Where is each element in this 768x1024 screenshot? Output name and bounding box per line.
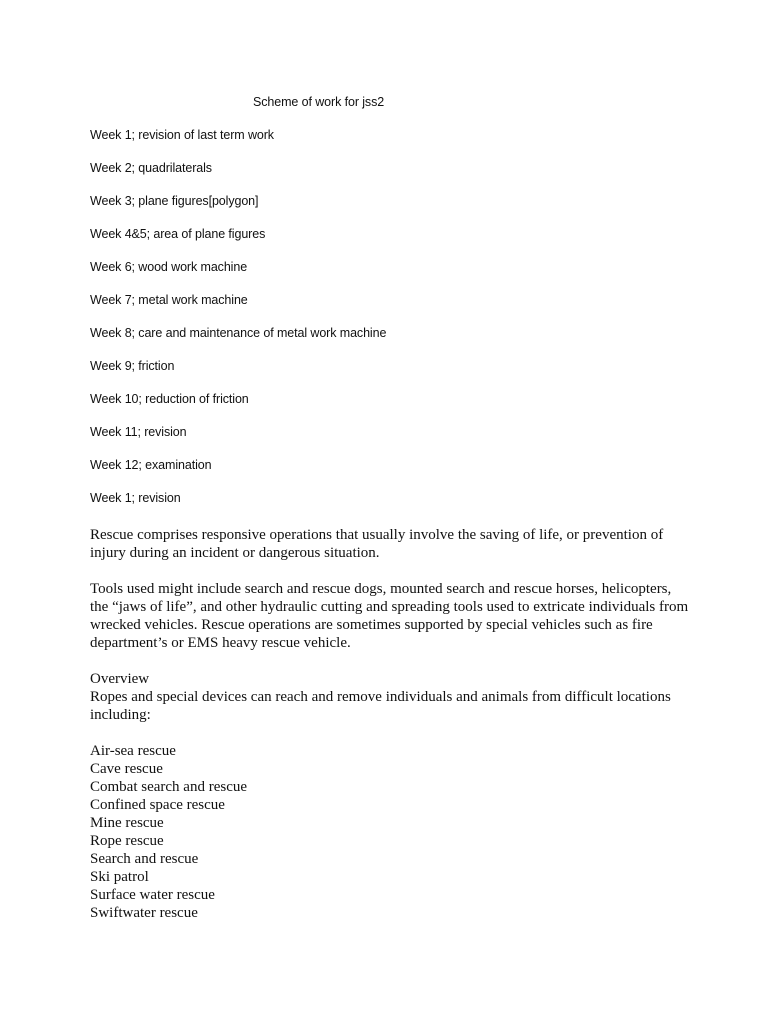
rescue-intro-paragraph: Rescue comprises responsive operations that usually involve the saving of life, or prevention of injury during an incident or dangerous situation.	[90, 527, 664, 561]
week-item: Week 1; revision of last term work	[90, 128, 274, 142]
rescue-type-item: Confined space rescue	[90, 797, 225, 813]
week-item: Week 3; plane figures[polygon]	[90, 194, 259, 208]
document-title: Scheme of work for jss2	[253, 95, 385, 109]
week-item: Week 6; wood work machine	[90, 260, 248, 274]
rescue-type-item: Surface water rescue	[90, 887, 215, 903]
rescue-type-item: Cave rescue	[90, 761, 163, 777]
week-item: Week 9; friction	[90, 359, 175, 373]
rescue-section	[90, 526, 690, 922]
rescue-type-item: Air-sea rescue	[90, 743, 176, 759]
week-item: Week 7; metal work machine	[90, 293, 248, 307]
week-item: Week 2; quadrilaterals	[90, 161, 212, 175]
week-item: Week 4&5; area of plane figures	[90, 227, 266, 241]
rescue-type-item: Swiftwater rescue	[90, 905, 198, 921]
rescue-type-item: Ski patrol	[90, 869, 149, 885]
overview-heading: Overview	[90, 671, 150, 687]
week-item: Week 10; reduction of friction	[90, 392, 249, 406]
tools-paragraph: Tools used might include search and rescue dogs, mounted search and rescue horses, helicopters, the “jaws of life”, and other hydraulic cutting and spreading tools used to extricate individuals from wrecked vehicles. Rescue operations are sometimes supported by special vehicles such as fire department’s or EMS heavy rescue vehicle.	[90, 581, 689, 651]
rescue-type-list	[90, 742, 690, 922]
rescue-type-item: Rope rescue	[90, 833, 164, 849]
overview-paragraph: Ropes and special devices can reach and remove individuals and animals from difficult locations including:	[90, 689, 671, 723]
week-item: Week 8; care and maintenance of metal work machine	[90, 326, 387, 340]
week-item: Week 12; examination	[90, 458, 212, 472]
rescue-type-item: Search and rescue	[90, 851, 199, 867]
week-item: Week 1; revision	[90, 491, 181, 505]
rescue-type-item: Combat search and rescue	[90, 779, 248, 795]
rescue-type-item: Mine rescue	[90, 815, 164, 831]
week-list	[90, 127, 386, 523]
week-item: Week 11; revision	[90, 425, 187, 439]
